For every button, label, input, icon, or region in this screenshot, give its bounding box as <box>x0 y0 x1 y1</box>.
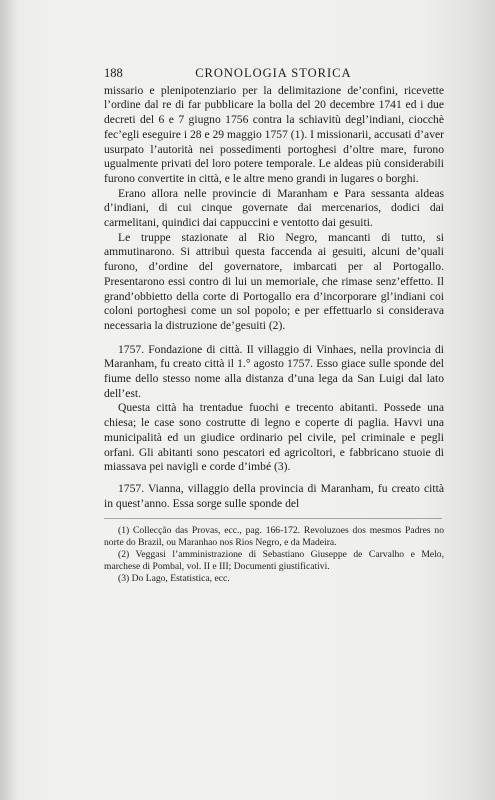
paragraph-5: Questa città ha trentadue fuochi e trecento abitanti. Possede una chiesa; le case sono costrutte di legno e coperte di paglia. Havvi una municipalità ed un giudice ordinario pel civile, pel criminale e pegli orfani. Gli abitanti sono pescatori ed agricoltori, e fabbricano stuoie di miassava pei navigli e corde d’imbé (3). <box>104 401 444 474</box>
page-number: 188 <box>104 66 123 80</box>
text-column <box>104 66 444 585</box>
footnote-separator <box>104 518 442 519</box>
footnote-1: (1) Collecção das Provas, ecc., pag. 166-172. Revoluzoes dos mesmos Padres no norte do Brazil, ou Maranhao nos Rios Negro, e da Madeira. <box>104 525 444 549</box>
footnote-2: (2) Veggasi l’amministrazione di Sebastiano Giuseppe de Carvalho e Melo, marchese di Pombal, vol. II e III; Documenti giustificativi. <box>104 549 444 573</box>
footnotes <box>104 525 444 585</box>
running-title: CRONOLOGIA STORICA <box>195 66 352 80</box>
paragraph-2: Erano allora nelle provincie di Maranham e Para sessanta aldeas d’indiani, di cui cinque governate dai mercenarios, dodici dai carmelitani, quindici dai cappuccini e ventotto dai gesuiti. <box>104 186 444 230</box>
paragraph-6: 1757. Vianna, villaggio della provincia di Maranham, fu creato città in quest’anno. Essa sorge sulle sponde del <box>104 481 444 510</box>
running-header <box>104 66 444 81</box>
paragraph-4: 1757. Fondazione di città. Il villaggio di Vinhaes, nella provincia di Maranham, fu creato città il 1.° agosto 1757. Esso giace sulle sponde del fiume dello stesso nome alla distanza d’una lega da San Luigi dal lato dell’est. <box>104 342 444 400</box>
paragraph-1: missario e plenipotenziario per la delimitazione de’confini, ricevette l’ordine dal re di far pubblicare la bolla del 20 decembre 1741 ed i due decreti del 6 e 7 giugno 1756 contra la schiavitù degl’indiani, ciocchè fec’egli eseguire i 28 e 29 maggio 1757 (1). I missionarii, accusati d’aver usurpato l’autorità nei possedimenti portoghesi d’oltre mare, furono ugualmente privati del loro potere temporale. Le aldeas più considerabili furono convertite in città, e le altre meno grandi in lugares o borghi. <box>104 83 444 185</box>
paragraph-3: Le truppe stazionate al Rio Negro, mancanti di tutto, si ammutinarono. Si attribuì questa faccenda ai gesuiti, alcuni de’quali furono, d’ordine del governatore, imbarcati per al Portogallo. Presentarono essi contro di lui un memoriale, che rimase senz’effetto. Il grand’obbietto della corte di Portogallo era d’incorporare gl’indiani coi coloni portoghesi come un sol popolo; e per effettuarlo si considerava necessaria la distruzione de’gesuiti (2). <box>104 230 444 332</box>
footnote-3: (3) Do Lago, Estatistica, ecc. <box>118 573 230 585</box>
